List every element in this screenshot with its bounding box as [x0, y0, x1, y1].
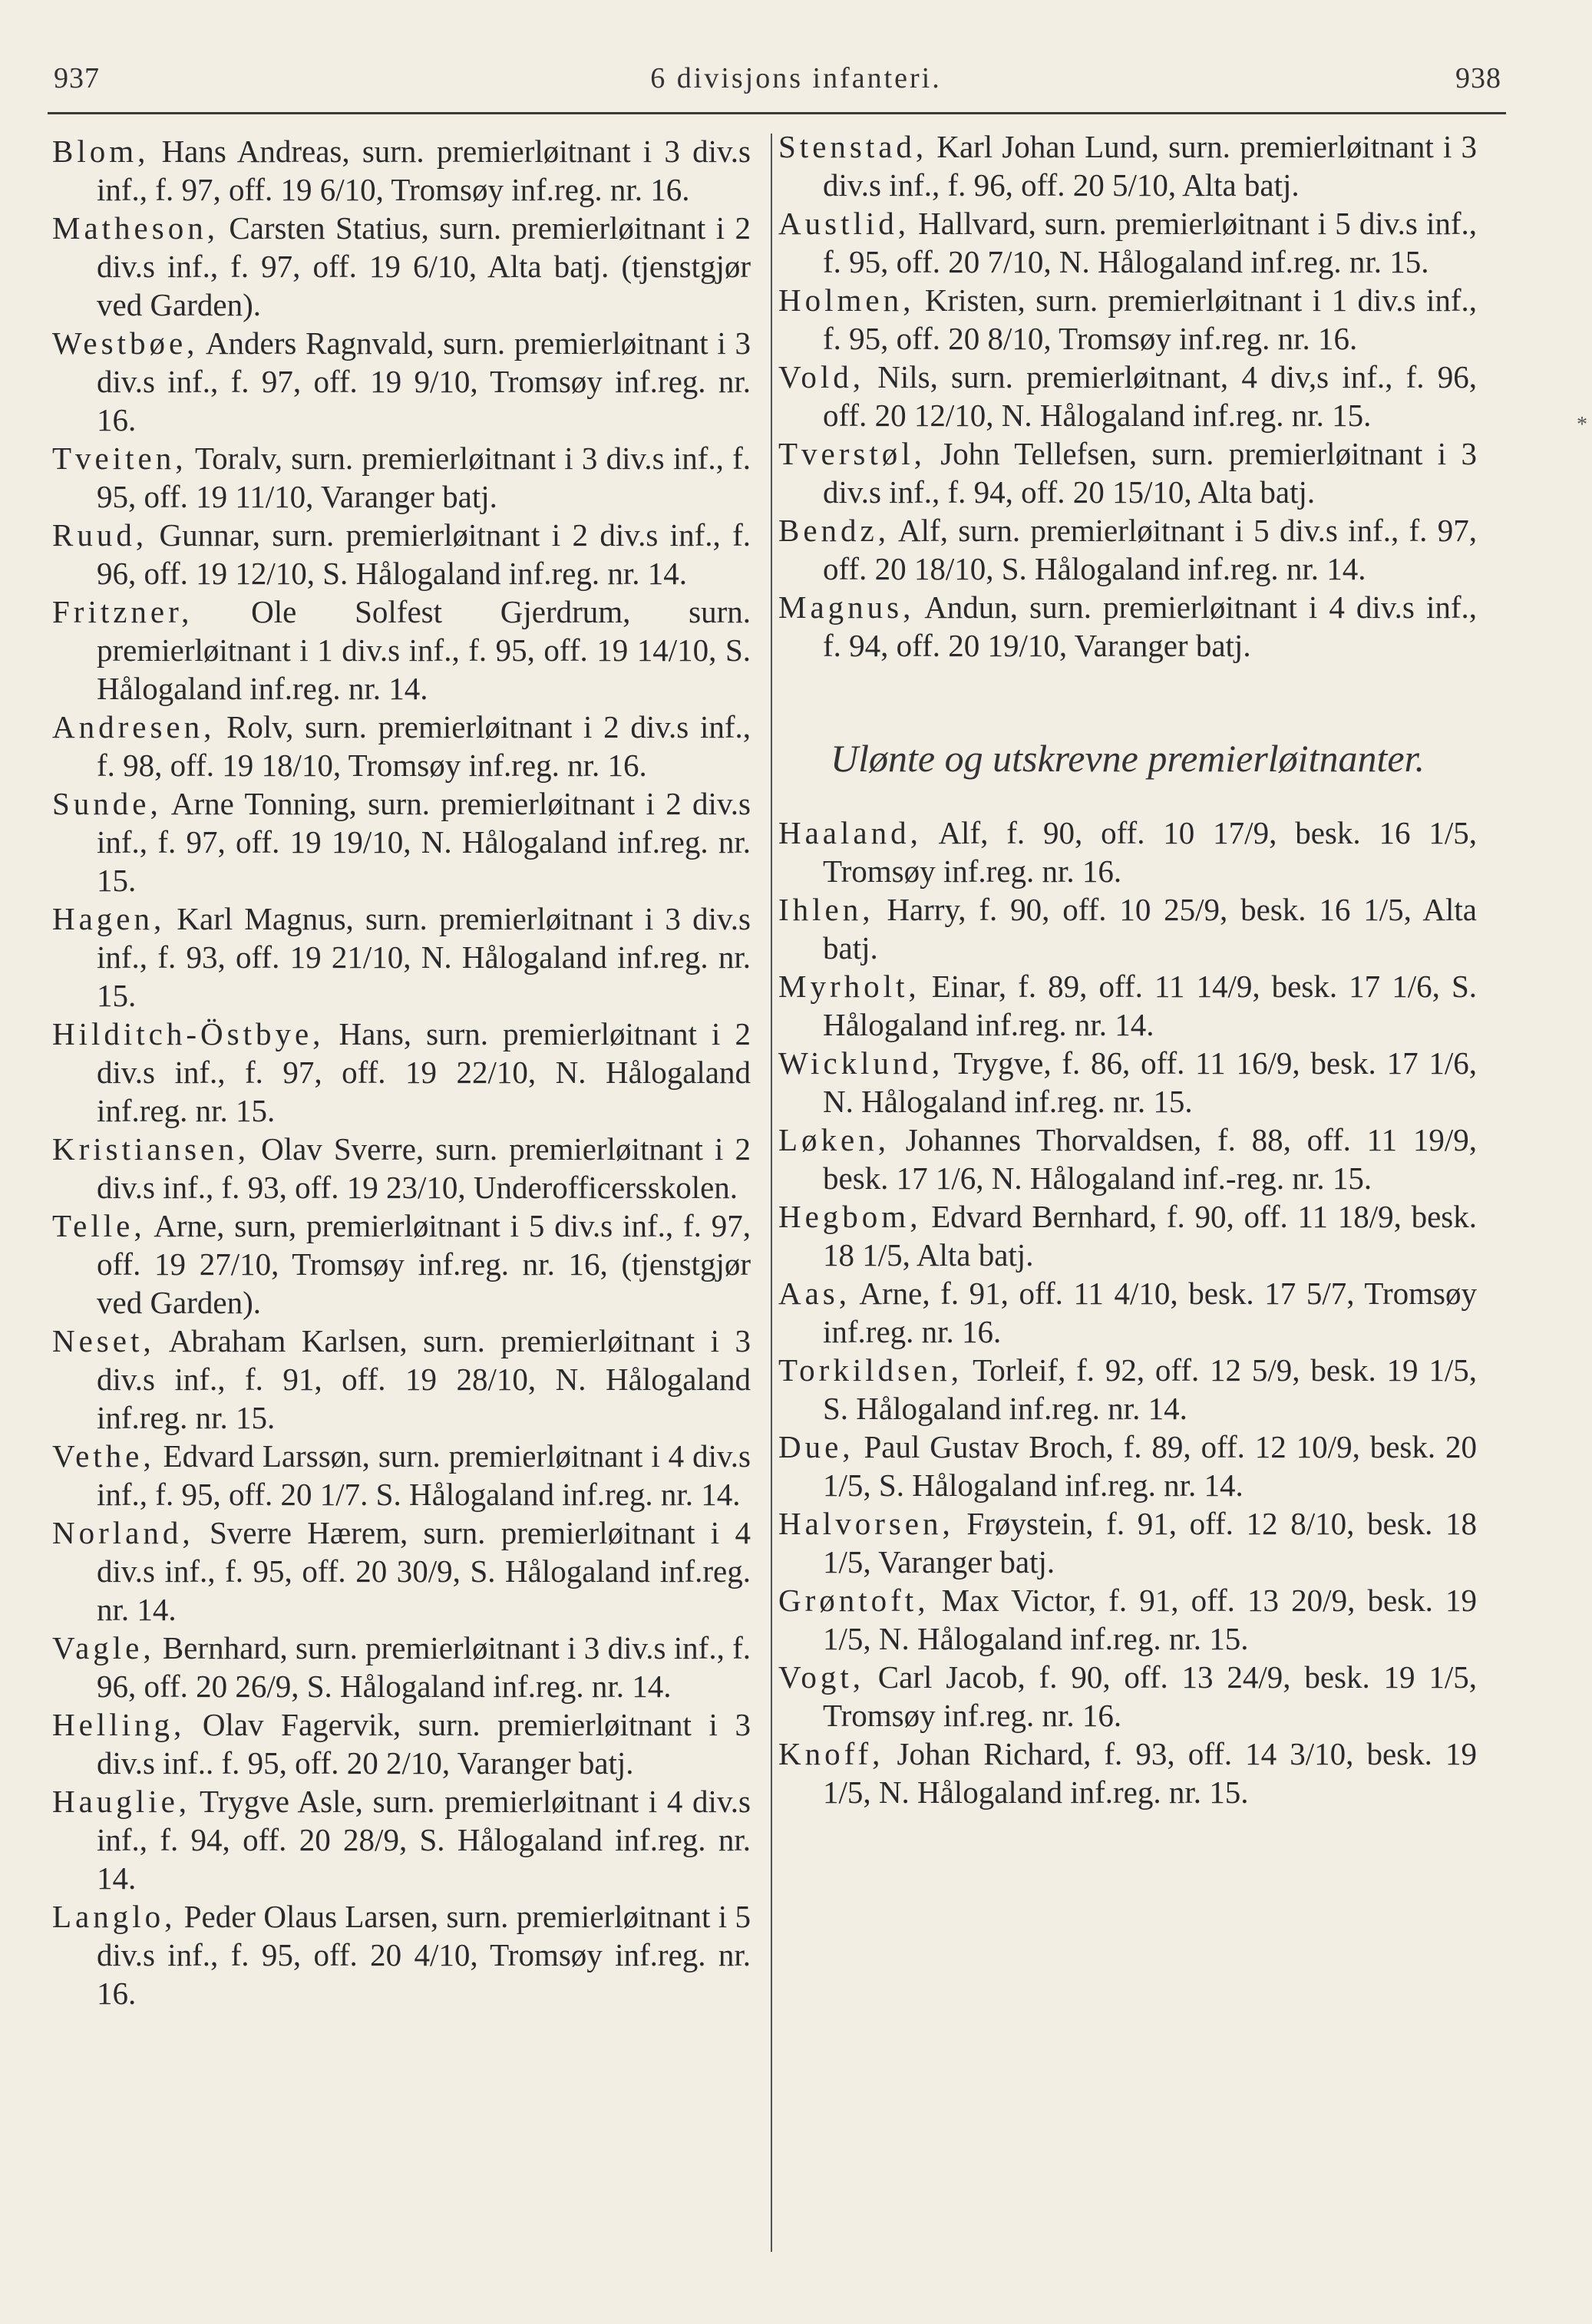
- roster-entry: [778, 1735, 1477, 1811]
- entry-surname: Løken,: [778, 1122, 890, 1157]
- entry-surname: Vagle,: [52, 1630, 155, 1665]
- entry-details: Arne, f. 91, off. 11 4/10, besk. 17 5/7, Tromsøy inf.reg. nr. 16.: [823, 1276, 1477, 1349]
- roster-entry: [778, 1274, 1477, 1351]
- entry-details: Sverre Hærem, surn. premierløitnant i 4 div.s inf., f. 95, off. 20 30/9, S. Hålogaland inf.reg. nr. 14.: [97, 1515, 751, 1627]
- roster-entry: [778, 1581, 1477, 1658]
- entry-surname: Austlid,: [778, 206, 910, 241]
- roster-entry: [778, 434, 1477, 511]
- entry-surname: Fritzner,: [52, 594, 193, 629]
- entry-details: Johan Richard, f. 93, off. 14 3/10, besk. 19 1/5, N. Hålogaland inf.reg. nr. 15.: [823, 1736, 1477, 1810]
- entry-surname: Magnus,: [778, 589, 915, 625]
- entry-surname: Neset,: [52, 1323, 155, 1358]
- entry-surname: Langlo,: [52, 1899, 177, 1934]
- entry-details: Torleif, f. 92, off. 12 5/9, besk. 19 1/5, S. Hålogaland inf.reg. nr. 14.: [823, 1352, 1477, 1426]
- roster-entry: [52, 1514, 751, 1629]
- entry-details: Einar, f. 89, off. 11 14/9, besk. 17 1/6, S. Hålogaland inf.reg. nr. 14.: [823, 969, 1477, 1042]
- roster-entry: [52, 1130, 751, 1207]
- entry-details: Andun, surn. premierløitnant i 4 div.s inf., f. 94, off. 20 19/10, Varanger batj.: [823, 589, 1477, 663]
- roster-entry: [778, 281, 1477, 358]
- roster-entry: [778, 511, 1477, 588]
- entry-details: Carl Jacob, f. 90, off. 13 24/9, besk. 19 1/5, Tromsøy inf.reg. nr. 16.: [823, 1659, 1477, 1733]
- entry-details: Nils, surn. premierløitnant, 4 div,s inf., f. 96, off. 20 12/10, N. Hålogaland inf.reg. nr. 15.: [823, 359, 1477, 433]
- right-column-top-list: [778, 127, 1477, 665]
- roster-entry: [778, 814, 1477, 890]
- entry-surname: Hegbom,: [778, 1199, 922, 1234]
- entry-surname: Knoff,: [778, 1736, 884, 1771]
- entry-surname: Vethe,: [52, 1438, 155, 1474]
- entry-surname: Telle,: [52, 1208, 146, 1243]
- entry-details: Hans Andreas, surn. premierløitnant i 3 div.s inf., f. 97, off. 19 6/10, Tromsøy inf.reg. nr. 16.: [97, 134, 751, 207]
- roster-entry: [778, 1504, 1477, 1581]
- entry-details: Alf, surn. premierløitnant i 5 div.s inf., f. 97, off. 20 18/10, S. Hålogaland inf.reg. nr. 14.: [823, 513, 1477, 586]
- entry-details: Frøystein, f. 91, off. 12 8/10, besk. 18 1/5, Varanger batj.: [823, 1506, 1478, 1580]
- entry-surname: Hauglie,: [52, 1784, 191, 1819]
- entry-details: Anders Ragnvald, surn. premierløitnant i 3 div.s inf., f. 97, off. 19 9/10, Tromsøy inf.reg. nr. 16.: [97, 325, 751, 437]
- entry-surname: Westbøe,: [52, 325, 199, 361]
- roster-entry: [778, 358, 1477, 434]
- entry-details: Peder Olaus Larsen, surn. premierløitnant i 5 div.s inf., f. 95, off. 20 4/10, Tromsøy inf.reg. nr. 16.: [97, 1899, 751, 2011]
- entry-details: Edvard Larssøn, surn. premierløitnant i 4 div.s inf., f. 95, off. 20 1/7. S. Hålogaland inf.reg. nr. 14.: [97, 1438, 751, 1512]
- entry-surname: Sunde,: [52, 786, 162, 821]
- entry-surname: Wicklund,: [778, 1045, 944, 1081]
- roster-entry: [52, 324, 751, 439]
- header-rule: [48, 112, 1506, 114]
- entry-surname: Andresen,: [52, 709, 216, 744]
- right-column-bottom-list: [778, 814, 1477, 1811]
- entry-details: Max Victor, f. 91, off. 13 20/9, besk. 19 1/5, N. Hålogaland inf.reg. nr. 15.: [823, 1583, 1477, 1656]
- right-column: [778, 127, 1477, 1811]
- roster-entry: [52, 900, 751, 1015]
- entry-surname: Kristiansen,: [52, 1131, 249, 1167]
- entry-details: Abraham Karlsen, surn. premierløitnant i 3 div.s inf., f. 91, off. 19 28/10, N. Hålogaland inf.reg. nr. 15.: [97, 1323, 751, 1435]
- roster-entry: [52, 1629, 751, 1705]
- entry-surname: Ihlen,: [778, 892, 874, 927]
- entry-details: Karl Johan Lund, surn. premierløitnant i 3 div.s inf., f. 96, off. 20 5/10, Alta batj.: [823, 129, 1478, 203]
- entry-surname: Bendz,: [778, 513, 890, 548]
- entry-details: Olav Fagervik, surn. premierløitnant i 3 div.s inf.. f. 95, off. 20 2/10, Varanger batj.: [97, 1707, 751, 1781]
- entry-details: Arne Tonning, surn. premierløitnant i 2 div.s inf., f. 97, off. 19 19/10, N. Hålogaland inf.reg. nr. 15.: [97, 786, 751, 898]
- roster-entry: [52, 784, 751, 900]
- roster-entry: [778, 1044, 1477, 1121]
- roster-entry: [778, 967, 1477, 1044]
- roster-entry: [778, 1658, 1477, 1735]
- running-title: 6 divisjons infanteri.: [650, 62, 942, 94]
- entry-surname: Due,: [778, 1429, 854, 1464]
- entry-surname: Vogt,: [778, 1659, 864, 1695]
- entry-surname: Vold,: [778, 359, 864, 394]
- column-divider: [771, 134, 772, 2252]
- roster-entry: [52, 1782, 751, 1897]
- entry-surname: Halvorsen,: [778, 1506, 954, 1541]
- entry-surname: Myrholt,: [778, 969, 920, 1004]
- entry-details: Carsten Statius, surn. premierløitnant i 2 div.s inf., f. 97, off. 19 6/10, Alta batj. (tjenstgjør ved Garden).: [97, 210, 751, 322]
- entry-details: Paul Gustav Broch, f. 89, off. 12 10/9, besk. 20 1/5, S. Hålogaland inf.reg. nr. 14.: [823, 1429, 1478, 1503]
- roster-entry: [52, 593, 751, 708]
- entry-details: Arne, surn, premierløitnant i 5 div.s inf., f. 97, off. 19 27/10, Tromsøy inf.reg. nr. 16, (tjenstgjør ved Garden).: [97, 1208, 751, 1320]
- entry-surname: Grøntoft,: [778, 1583, 930, 1618]
- entry-surname: Aas,: [778, 1276, 851, 1311]
- left-column: [52, 132, 751, 2012]
- entry-details: Toralv, surn. premierløitnant i 3 div.s inf., f. 95, off. 19 11/10, Varanger batj.: [97, 441, 751, 514]
- entry-surname: Helling,: [52, 1707, 186, 1742]
- entry-details: Karl Magnus, surn. premierløitnant i 3 div.s inf., f. 93, off. 19 21/10, N. Hålogaland inf.reg. nr. 15.: [97, 901, 751, 1013]
- entry-surname: Tveiten,: [52, 441, 187, 476]
- roster-entry: [778, 1197, 1477, 1274]
- entry-details: Gunnar, surn. premierløitnant i 2 div.s inf., f. 96, off. 19 12/10, S. Hålogaland inf.reg. nr. 14.: [97, 517, 751, 591]
- entry-surname: Stenstad,: [778, 129, 928, 164]
- roster-entry: [52, 1437, 751, 1514]
- entry-surname: Holmen,: [778, 282, 915, 318]
- roster-entry: [778, 1428, 1477, 1504]
- margin-mark: *: [1577, 413, 1587, 437]
- entry-details: Johannes Thorvaldsen, f. 88, off. 11 19/9, besk. 17 1/6, N. Hålogaland inf.-reg. nr. 15.: [823, 1122, 1477, 1196]
- roster-entry: [778, 890, 1477, 967]
- entry-details: Trygve, f. 86, off. 11 16/9, besk. 17 1/6, N. Hålogaland inf.reg. nr. 15.: [823, 1045, 1478, 1119]
- entry-details: Harry, f. 90, off. 10 25/9, besk. 16 1/5, Alta batj.: [823, 892, 1478, 966]
- entry-surname: Norland,: [52, 1515, 194, 1550]
- roster-entry: [52, 1207, 751, 1322]
- roster-entry: [52, 1705, 751, 1782]
- roster-entry: [52, 132, 751, 209]
- roster-entry: [52, 1897, 751, 2012]
- roster-entry: [52, 1322, 751, 1437]
- entry-surname: Ruud,: [52, 517, 148, 553]
- entry-details: John Tellefsen, surn. premierløitnant i 3 div.s inf., f. 94, off. 20 15/10, Alta batj.: [823, 436, 1477, 510]
- entry-details: Ole Solfest Gjerdrum, surn. premierløitnant i 1 div.s inf., f. 95, off. 19 14/10, S. Hålogaland inf.reg. nr. 14.: [97, 594, 751, 706]
- roster-entry: [52, 516, 751, 593]
- entry-details: Rolv, surn. premierløitnant i 2 div.s inf., f. 98, off. 19 18/10, Tromsøy inf.reg. nr. 16.: [97, 709, 751, 783]
- entry-details: Kristen, surn. premierløitnant i 1 div.s inf., f. 95, off. 20 8/10, Tromsøy inf.reg. nr. 16.: [823, 282, 1477, 356]
- roster-entry: [778, 1351, 1477, 1428]
- entry-details: Alf, f. 90, off. 10 17/9, besk. 16 1/5, Tromsøy inf.reg. nr. 16.: [823, 815, 1477, 889]
- roster-entry: [52, 209, 751, 324]
- roster-entry: [52, 708, 751, 784]
- section-heading: Ulønte og utskrevne premierløitnanter.: [831, 737, 1425, 780]
- entry-details: Bernhard, surn. premierløitnant i 3 div.s inf., f. 96, off. 20 26/9, S. Hålogaland inf.reg. nr. 14.: [97, 1630, 751, 1704]
- entry-details: Hans, surn. premierløitnant i 2 div.s inf., f. 97, off. 19 22/10, N. Hålogaland inf.reg. nr. 15.: [97, 1016, 751, 1128]
- entry-surname: Tverstøl,: [778, 436, 926, 471]
- page-number-left: 937: [54, 62, 100, 94]
- roster-entry: [778, 204, 1477, 281]
- entry-surname: Hagen,: [52, 901, 166, 936]
- entry-details: Olav Sverre, surn. premierløitnant i 2 div.s inf., f. 93, off. 19 23/10, Underofficersskolen.: [97, 1131, 751, 1205]
- entry-surname: Matheson,: [52, 210, 219, 246]
- roster-entry: [778, 127, 1477, 204]
- entry-details: Trygve Asle, surn. premierløitnant i 4 div.s inf., f. 94, off. 20 28/9, S. Hålogaland inf.reg. nr. 14.: [97, 1784, 751, 1896]
- entry-surname: Haaland,: [778, 815, 922, 850]
- page-number-right: 938: [1455, 62, 1501, 94]
- entry-surname: Hilditch-Östbye,: [52, 1016, 325, 1051]
- entry-surname: Blom,: [52, 134, 150, 169]
- roster-entry: [52, 439, 751, 516]
- entry-details: Edvard Bernhard, f. 90, off. 11 18/9, besk. 18 1/5, Alta batj.: [823, 1199, 1478, 1273]
- roster-entry: [778, 1121, 1477, 1197]
- entry-details: Hallvard, surn. premierløitnant i 5 div.s inf., f. 95, off. 20 7/10, N. Hålogaland inf.reg. nr. 15.: [823, 206, 1477, 279]
- roster-entry: [52, 1015, 751, 1130]
- roster-entry: [778, 588, 1477, 665]
- entry-surname: Torkildsen,: [778, 1352, 963, 1388]
